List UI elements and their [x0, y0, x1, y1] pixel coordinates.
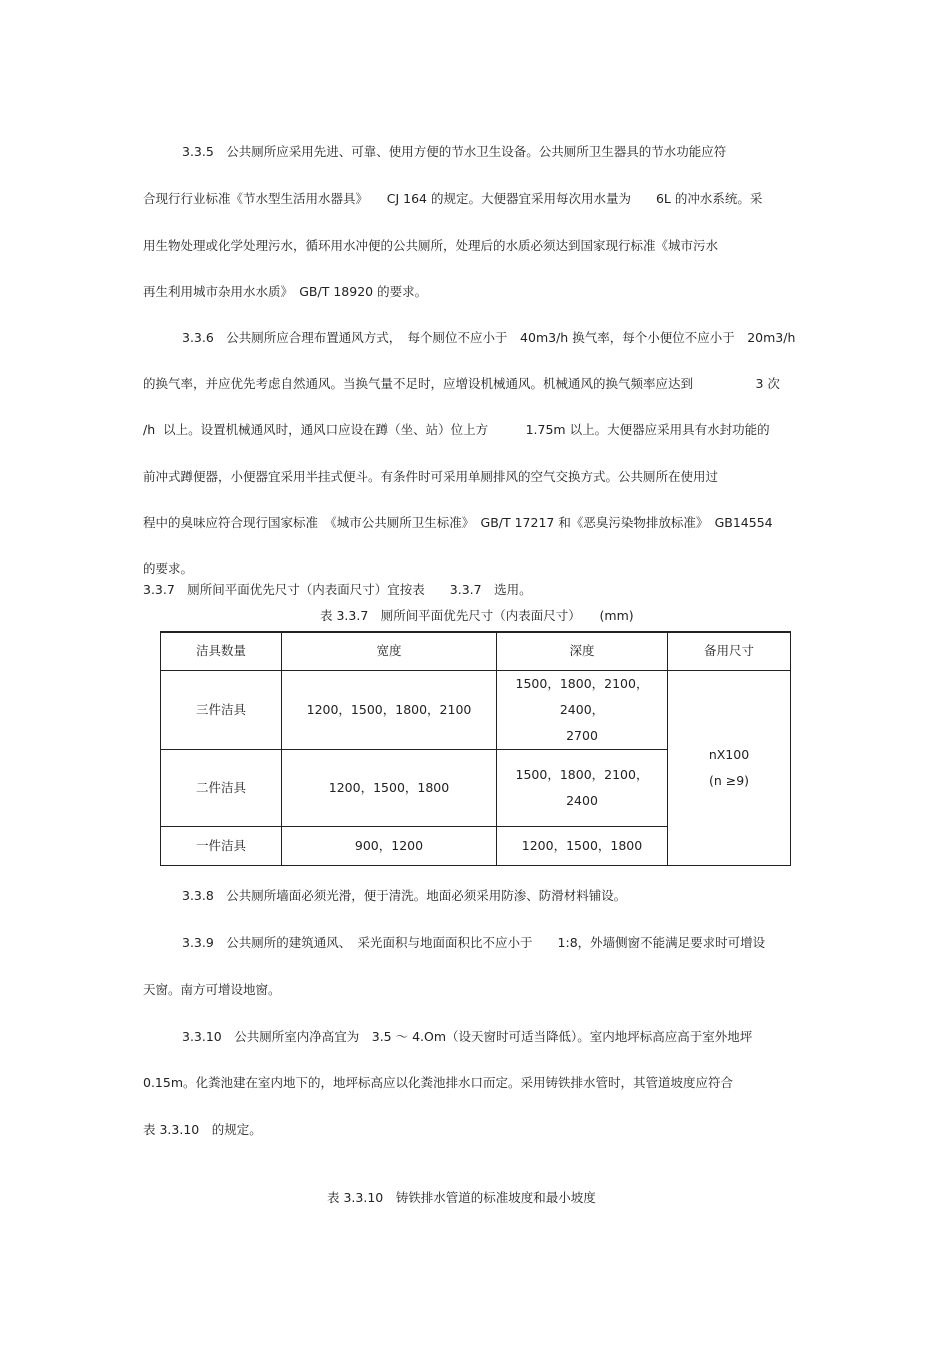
table-337 — [160, 631, 791, 866]
cell-spare-line-1: nX100 — [708, 746, 750, 762]
cell-depth: 1200，1500，1800 — [497, 826, 668, 865]
para-3310-line-1: 3.3.10 公共厕所室内净高宜为 3.5 ～ 4.Om（设天窗时可适当降低）。室内地坪标高应高于室外地坪 — [182, 1029, 753, 1044]
para-336-line-3: /h 以上。设置机械通风时，通风口应设在蹲（坐、站）位上方 1.75m 以上。大便器应采用具有水封功能的 — [143, 422, 770, 437]
cell-fixture-count: 二件洁具 — [161, 749, 282, 826]
para-338: 3.3.8 公共厕所墙面必须光滑，便于清洗。地面必须采用防渗、防滑材料铺设。 — [182, 888, 627, 903]
header-width: 宽度 — [282, 632, 497, 670]
para-3310-line-2: 0.15m。化粪池建在室内地下的，地坪标高应以化粪池排水口而定。采用铸铁排水管时，其管道坡度应符合 — [143, 1075, 734, 1090]
para-3310-line-3: 表 3.3.10 的规定。 — [143, 1122, 262, 1137]
header-fixture-count: 洁具数量 — [161, 632, 282, 670]
cell-fixture-count: 一件洁具 — [161, 826, 282, 865]
table-row — [161, 670, 791, 749]
para-337: 3.3.7 厕所间平面优先尺寸（内表面尺寸）宜按表 3.3.7 选用。 — [143, 582, 532, 597]
para-336-line-2: 的换气率，并应优先考虑自然通风。当换气量不足时，应增设机械通风。机械通风的换气频率应达到 3 次 — [143, 376, 780, 391]
para-336-line-1: 3.3.6 公共厕所应合理布置通风方式， 每个厕位不应小于 40m3/h 换气率，每个小便位不应小于 20m3/h — [182, 330, 796, 345]
para-336-line-4: 前冲式蹲便器，小便器宜采用半挂式便斗。有条件时可采用单厕排风的空气交换方式。公共厕所在使用过 — [143, 469, 719, 484]
para-339-line-2: 天窗。南方可增设地窗。 — [143, 982, 281, 997]
para-336-line-5: 程中的臭味应符合现行国家标准 《城市公共厕所卫生标准》 GB/T 17217 和《恶臭污染物排放标准》 GB14554 — [143, 515, 773, 530]
cell-depth: 1500，1800，2100，2400 — [497, 749, 668, 826]
cell-depth — [497, 670, 668, 749]
table-header-row — [161, 632, 791, 670]
para-336-line-6: 的要求。 — [143, 561, 194, 576]
header-depth: 深度 — [497, 632, 668, 670]
table-337-caption: 表 3.3.7 厕所间平面优先尺寸（内表面尺寸） (mm) — [320, 608, 634, 623]
cell-fixture-count: 三件洁具 — [161, 670, 282, 749]
para-335-line-1: 3.3.5 公共厕所应采用先进、可靠、使用方便的节水卫生设备。公共厕所卫生器具的节水功能应符 — [182, 144, 727, 159]
cell-spare-line-2: (n ≥9) — [708, 772, 750, 788]
cell-width: 1200，1500，1800 — [282, 749, 497, 826]
para-335-line-2: 合现行行业标准《节水型生活用水器具》 CJ 164 的规定。大便器宜采用每次用水量为 6L 的冲水系统。采 — [143, 191, 763, 206]
header-spare: 备用尺寸 — [668, 632, 791, 670]
para-339-line-1: 3.3.9 公共厕所的建筑通风、 采光面积与地面面积比不应小于 1:8，外墙侧窗不能满足要求时可增设 — [182, 935, 766, 950]
cell-depth-line-2: 2700 — [566, 727, 598, 743]
para-335-line-4: 再生利用城市杂用水水质》 GB/T 18920 的要求。 — [143, 284, 428, 299]
cell-depth-line-1: 1500，1800，2100，2400， — [515, 675, 649, 717]
cell-width: 900，1200 — [282, 826, 497, 865]
para-335-line-3: 用生物处理或化学处理污水，循环用水冲便的公共厕所，处理后的水质必须达到国家现行标准《城市污水 — [143, 238, 719, 253]
table-3310-caption: 表 3.3.10 铸铁排水管道的标准坡度和最小坡度 — [327, 1190, 596, 1205]
cell-spare-size — [668, 670, 791, 865]
cell-width: 1200，1500，1800，2100 — [282, 670, 497, 749]
